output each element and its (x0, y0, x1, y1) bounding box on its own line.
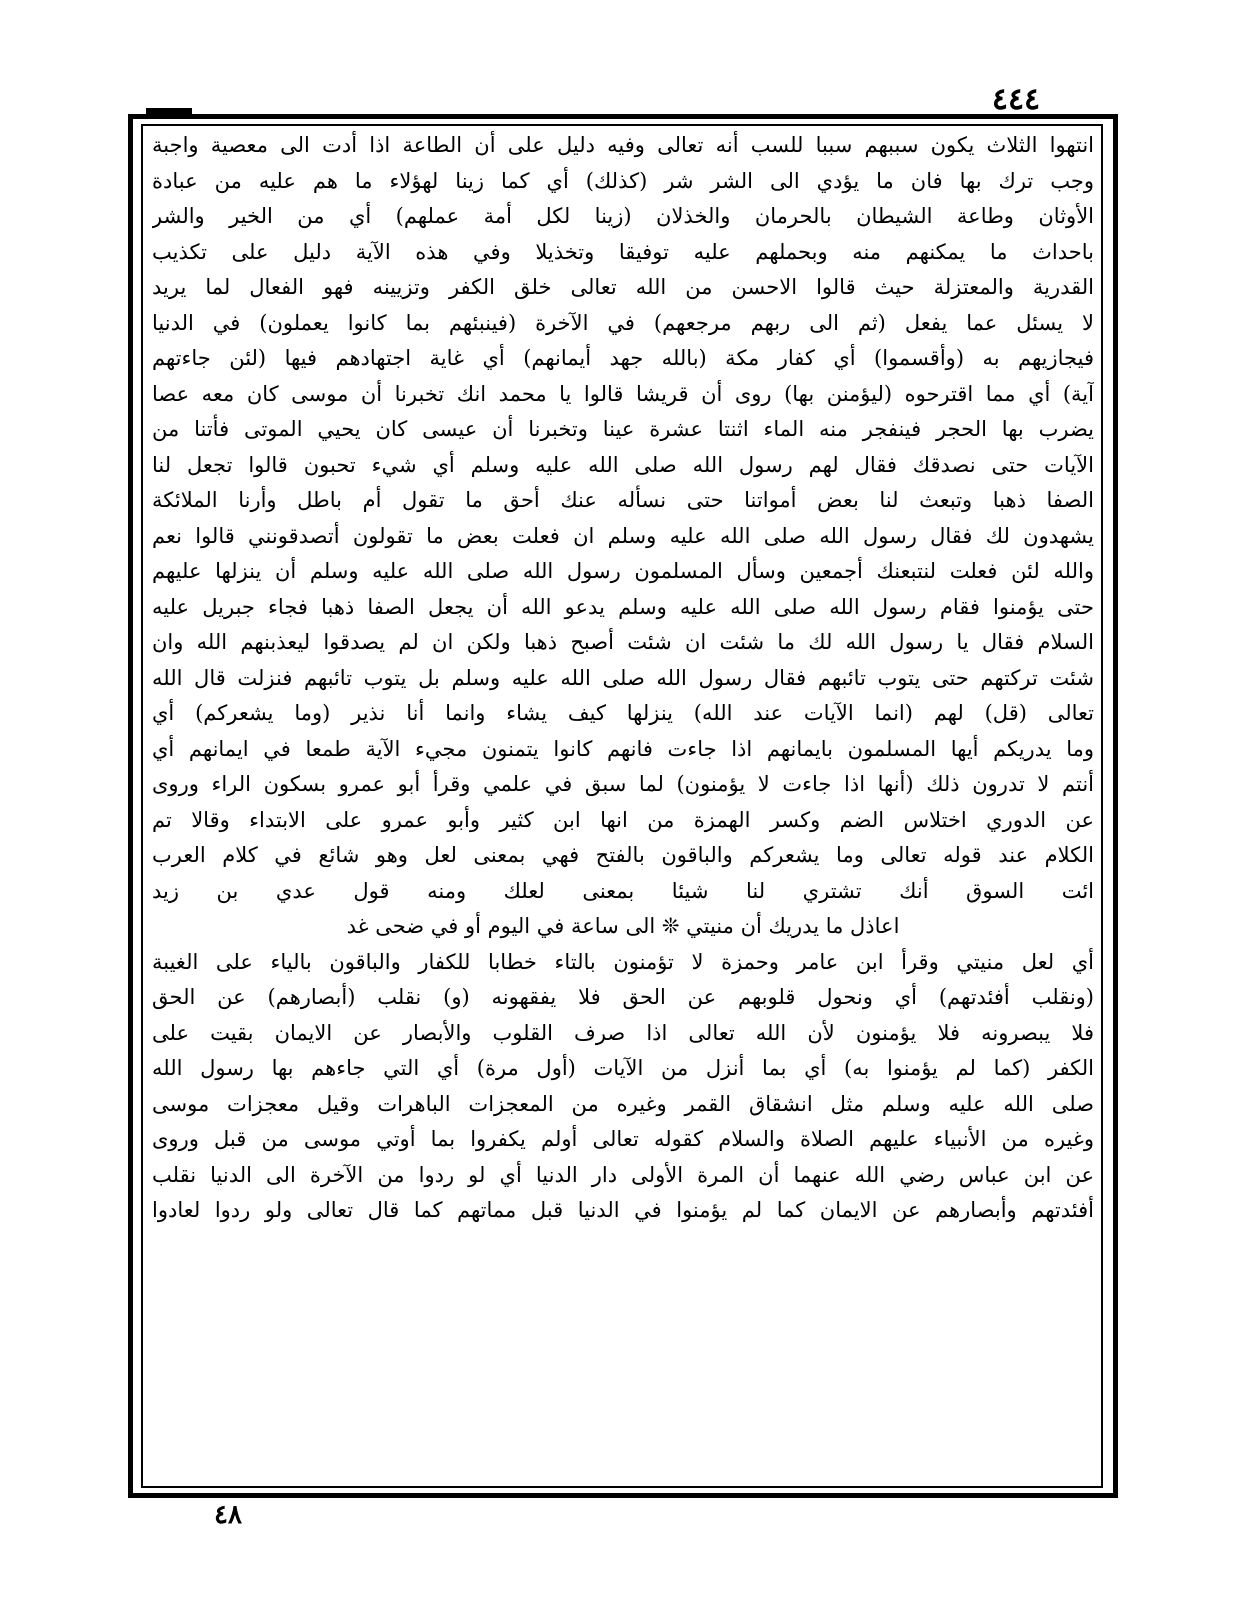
text-line: أفئدتهم وأبصارهم عن الايمان كما لم يؤمنوا في الدنيا قبل مماتهم كما قال تعالى ولو ردوا لعادوا (152, 1198, 1094, 1222)
text-line: فلا يبصرونه فلا يؤمنون لأن الله تعالى اذا صرف القلوب والأبصار عن الايمان بقيت على (152, 1020, 1094, 1045)
page-number: ٤٤٤ (991, 82, 1041, 117)
text-line: انتهوا الثلاث يكون سببهم سببا للسب أنه تعالى وفيه دليل على أن الطاعة اذا أدت الى معصية واجبة (152, 133, 1094, 157)
text-line: وغيره من الأنبياء عليهم الصلاة والسلام كقوله تعالى أولم يكفروا بما أوتي موسى من قبل وروى (152, 1127, 1094, 1151)
text-line: السلام فقال يا رسول الله لك ما شئت ان شئت أصبح ذهبا ولكن ان لم يصدقوا ليعذبنهم الله وان (152, 630, 1094, 654)
text-line: عن الدوري اختلاس الضم وكسر الهمزة من انها ابن كثير وأبو عمرو على الابتداء وقالا تم (152, 807, 1094, 832)
signature-mark: ٤٨ (214, 1500, 242, 1530)
text-line: أنتم لا تدرون ذلك (أنها اذا جاءت لا يؤمنون) لما سبق في علمي وقرأ أبو عمرو بسكون الراء وروى (152, 772, 1094, 796)
text-line: الكلام عند قوله تعالى وما يشعركم والباقون بالفتح فهي بمعنى لعل وهو شائع في كلام العرب (152, 843, 1094, 867)
text-line: ائت السوق أنك تشتري لنا شيئا بمعنى لعلك ومنه قول عدي بن زيد (152, 878, 1094, 903)
text-line: وجب ترك بها فان ما يؤدي الى الشر شر (كذلك) أي كما زينا لهؤلاء ما هم عليه من عبادة (152, 168, 1094, 193)
text-line: آية) أي مما اقترحوه (ليؤمنن بها) روى أن قريشا قالوا يا محمد انك تخبرنا أن موسى كان معه عصا (152, 381, 1094, 406)
page-text-body (152, 128, 1094, 1480)
text-line: باحداث ما يمكنهم منه وبحملهم عليه توفيقا وتخذيلا وفي هذه الآية دليل على تكذيب (152, 239, 1094, 264)
text-line: يشهدون لك فقال رسول الله صلى الله عليه وسلم ان فعلت بعض ما تقولون أتصدقونني قالوا نعم (152, 523, 1094, 548)
text-line: (ونقلب أفئدتهم) أي ونحول قلوبهم عن الحق فلا يفقهونه (و) نقلب (أبصارهم) عن الحق (152, 985, 1094, 1009)
poetry-verse-line: اعاذل ما يدريك أن منيتي ❊ الى ساعة في اليوم أو في ضحى غد (346, 914, 900, 938)
text-line: فيجازيهم به (وأقسموا) أي كفار مكة (بالله جهد أيمانهم) أي غاية اجتهادهم فيها (لئن جاءتهم (152, 346, 1094, 370)
text-line: صلى الله عليه وسلم مثل انشقاق القمر وغيره من المعجزات الباهرات وقيل معجزات موسى (152, 1091, 1094, 1116)
text-line: عن ابن عباس رضي الله عنهما أن المرة الأولى دار الدنيا أي لو ردوا من الآخرة الى الدنيا نقلب (152, 1162, 1094, 1187)
text-line: الأوثان وطاعة الشيطان بالحرمان والخذلان (زينا لكل أمة عملهم) أي من الخير والشر (152, 204, 1094, 228)
text-line: وما يدريكم أيها المسلمون بايمانهم اذا جاءت فانهم كانوا يتمنون مجيء الآية طمعا في ايمانهم أي (152, 736, 1094, 761)
text-line: تعالى (قل) لهم (انما الآيات عند الله) ينزلها كيف يشاء وانما أنا نذير (وما يشعركم) أي (152, 701, 1094, 725)
text-line: الصفا ذهبا وتبعث لنا بعض أمواتنا حتى نسأله عنك أحق ما تقول أم باطل وأرنا الملائكة (152, 488, 1094, 512)
text-line: شئت تركتهم حتى يتوب تائبهم فقال رسول الله صلى الله عليه وسلم بل يتوب تائبهم فنزلت قال الله (152, 665, 1094, 690)
text-line: الكفر (كما لم يؤمنوا به) أي بما أنزل من الآيات (أول مرة) أي التي جاءهم بها رسول الله (152, 1056, 1094, 1080)
text-line: الآيات حتى نصدقك فقال لهم رسول الله صلى الله عليه وسلم أي شيء تحبون قالوا تجعل لنا (152, 452, 1094, 477)
text-line: حتى يؤمنوا فقام رسول الله صلى الله عليه وسلم يدعو الله أن يجعل الصفا ذهبا فجاء جبريل عليه (152, 594, 1094, 619)
text-line: أي لعل منيتي وقرأ ابن عامر وحمزة لا تؤمنون بالتاء خطابا للكفار والباقون بالياء على الغيبة (152, 949, 1094, 974)
text-line: لا يسئل عما يفعل (ثم الى ربهم مرجعهم) في الآخرة (فينبئهم بما كانوا يعملون) في الدنيا (152, 310, 1094, 335)
text-line: يضرب بها الحجر فينفجر منه الماء اثنتا عشرة عينا وتخبرنا أن عيسى كان يحيي الموتى فأتنا من (152, 417, 1094, 441)
text-line: والله لئن فعلت لنتبعنك أجمعين وسأل المسلمون رسول الله صلى الله عليه وسلم أن ينزلها عليهم (152, 559, 1094, 583)
text-line: القدرية والمعتزلة حيث قالوا الاحسن من الله تعالى خلق الكفر وتزيينه فهو الفعال لما يريد (152, 275, 1094, 299)
